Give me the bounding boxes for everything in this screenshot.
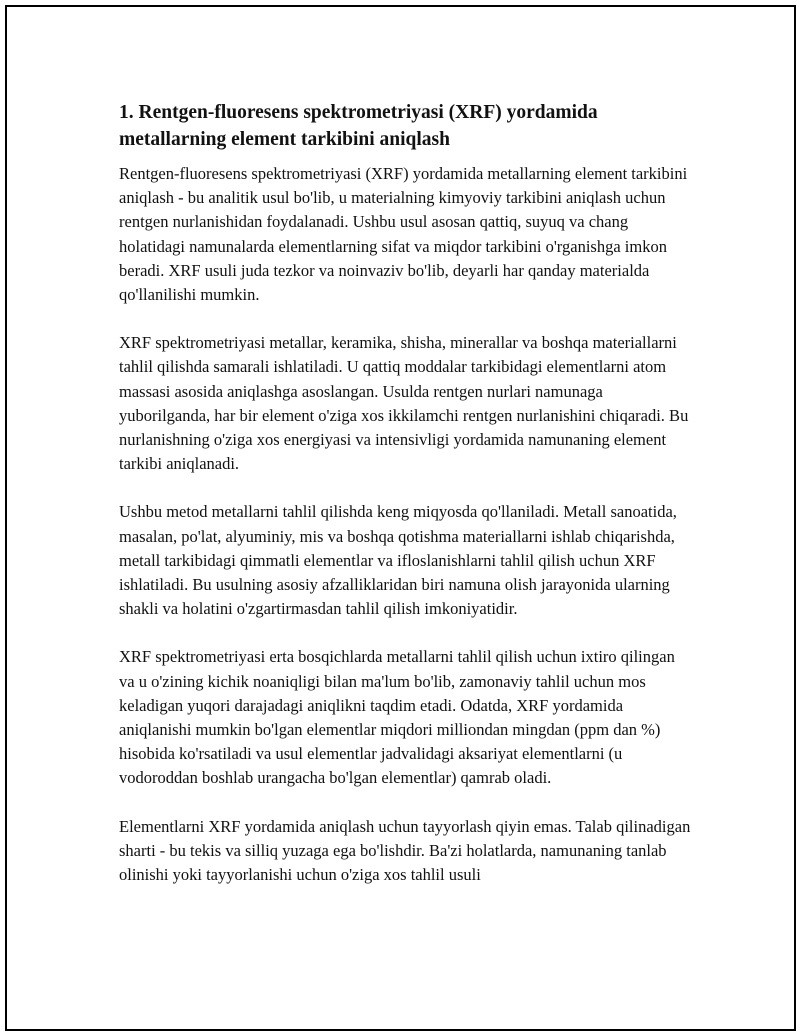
paragraph-4: XRF spektrometriyasi erta bosqichlarda metallarni tahlil qilish uchun ixtiro qilingan va u o'zining kichik noaniqligi bilan ma'lum bo'lib, zamonaviy tahlil uchun mos keladigan yuqori darajadagi aniqlikni taqdim etadi. Odatda, XRF yordamida aniqlanishi mumkin bo'lgan elementlar miqdori milliondan mingdan (ppm dan %) hisobida ko'rsatiladi va usul elementlar jadvalidagi aksariyat elementlarni (u vodoroddan boshlab urangacha bo'lgan elementlar) qamrab oladi. xyxy=(119,647,675,788)
paragraph-1: Rentgen-fluoresens spektrometriyasi (XRF) yordamida metallarning element tarkibini aniqlash - bu analitik usul bo'lib, u materialning kimyoviy tarkibini aniqlash uchun rentgen nurlanishidan foydalanadi. Ushbu usul asosan qattiq, suyuq va chang holatidagi namunalarda elementlarning sifat va miqdor tarkibini o'rganishga imkon beradi. XRF usuli juda tezkor va noinvaziv bo'lib, deyarli har qanday materialda qo'llanilishi mumkin. xyxy=(119,164,688,305)
paragraph-2: XRF spektrometriyasi metallar, keramika, shisha, minerallar va boshqa materiallarni tahlil qilishda samarali ishlatiladi. U qattiq moddalar tarkibidagi elementlarni atom massasi asosida aniqlashga asoslangan. Usulda rentgen nurlari namunaga yuborilganda, har bir element o'ziga xos ikkilamchi rentgen nurlanishini chiqaradi. Bu nurlanishning o'ziga xos energiyasi va intensivligi yordamida namunaning element tarkibi aniqlanadi. xyxy=(119,333,689,474)
paragraph-5: Elementlarni XRF yordamida aniqlash uchun tayyorlash qiyin emas. Talab qilinadigan sharti - bu tekis va silliq yuzaga ega bo'lishdir. Ba'zi holatlarda, namunaning tanlab olinishi yoki tayyorlanishi uchun o'ziga xos tahlil usuli xyxy=(119,816,691,885)
document-body xyxy=(119,99,694,911)
section-heading: 1. Rentgen-fluoresens spektrometriyasi (XRF) yordamida metallarning element tarkibini aniqlash xyxy=(119,102,598,150)
paragraph-3: Ushbu metod metallarni tahlil qilishda keng miqyosda qo'llaniladi. Metall sanoatida, masalan, po'lat, alyuminiy, mis va boshqa qotishma materiallarni ishlab chiqarishda, metall tarkibidagi qimmatli elementlar va ifloslanishlarni tahlil qilish uchun XRF ishlatiladi. Bu usulning asosiy afzalliklaridan biri namuna olish jarayonida ularning shakli va holatini o'zgartirmasdan tahlil qilish imkoniyatidir. xyxy=(119,502,677,619)
page-frame xyxy=(5,5,796,1031)
